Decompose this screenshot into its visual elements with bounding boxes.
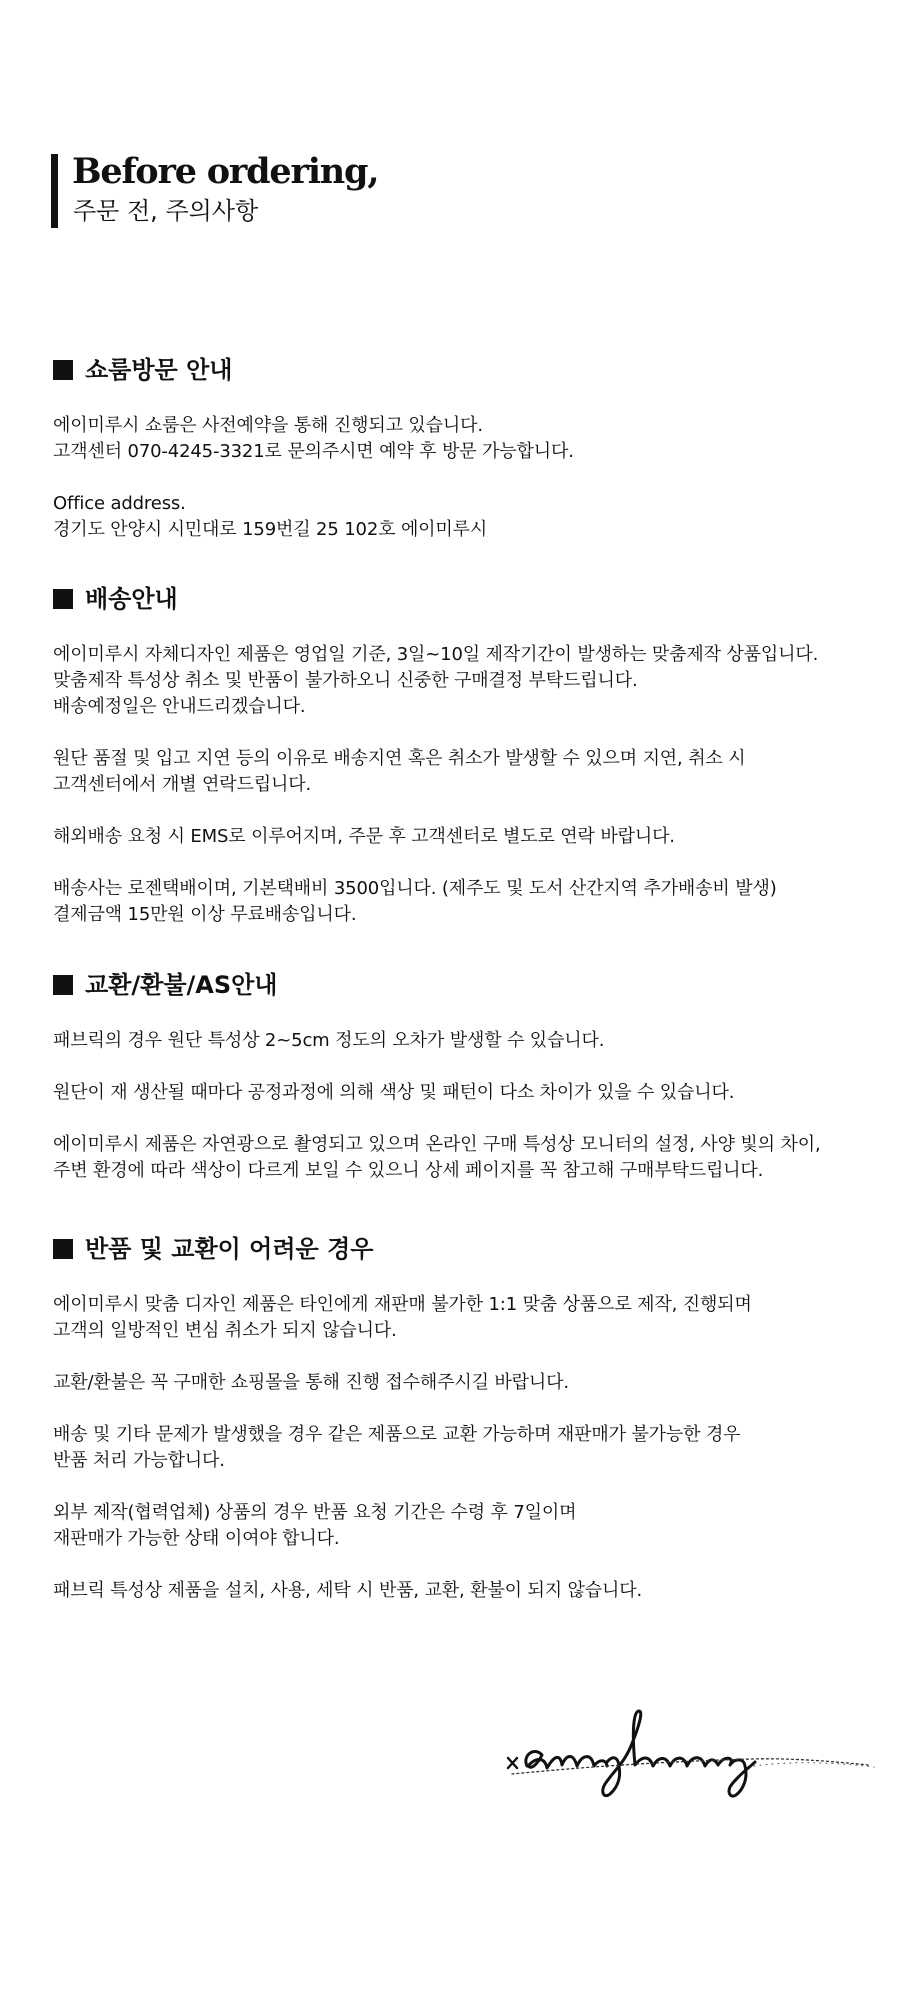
text-line: 맞춤제작 특성상 취소 및 반품이 불가하오니 신중한 구매결정 부탁드립니다.	[53, 670, 638, 691]
text-line: 에이미루시 쇼룸은 사전예약을 통해 진행되고 있습니다.	[53, 415, 483, 436]
paragraph	[53, 746, 873, 798]
paragraph	[53, 1578, 873, 1604]
paragraph	[53, 1028, 873, 1054]
paragraph	[53, 413, 873, 465]
text-line: 재판매가 가능한 상태 이여야 합니다.	[53, 1528, 340, 1549]
section-delivery-info	[53, 581, 873, 954]
text-line: 반품 처리 가능합니다.	[53, 1450, 225, 1471]
section-heading	[53, 581, 873, 617]
text-line: 에이미루시 맞춤 디자인 제품은 타인에게 재판매 불가한 1:1 맞춤 상품으로 제작, 진행되며	[53, 1294, 752, 1315]
section-body	[53, 413, 873, 543]
text-line: 교환/환불은 꼭 구매한 쇼핑몰을 통해 진행 접수해주시길 바랍니다.	[53, 1372, 569, 1393]
text-line: 패브릭의 경우 원단 특성상 2~5cm 정도의 오차가 발생할 수 있습니다.	[53, 1030, 605, 1051]
text-line: 고객의 일방적인 변심 취소가 되지 않습니다.	[53, 1320, 397, 1341]
black-square-icon	[53, 360, 73, 380]
section-body	[53, 642, 873, 928]
paragraph	[53, 1080, 873, 1106]
black-square-icon	[53, 1239, 73, 1259]
text-line: 배송예정일은 안내드리겠습니다.	[53, 696, 306, 717]
text-line: Office address.	[53, 493, 186, 514]
black-square-icon	[53, 589, 73, 609]
text-line: 해외배송 요청 시 EMS로 이루어지며, 주문 후 고객센터로 별도로 연락 바랍니다.	[53, 826, 675, 847]
text-line: 고객센터 070-4245-3321로 문의주시면 예약 후 방문 가능합니다.	[53, 441, 574, 462]
paragraph	[53, 1370, 873, 1396]
page-subtitle: 주문 전, 주의사항	[73, 197, 259, 225]
text-line: 원단 품절 및 입고 지연 등의 이유로 배송지연 혹은 취소가 발생할 수 있으며 지연, 취소 시	[53, 748, 746, 769]
text-line: 배송사는 로젠택배이며, 기본택배비 3500입니다. (제주도 및 도서 산간지역 추가배송비 발생)	[53, 878, 777, 899]
page-title: Before ordering,	[72, 151, 379, 192]
section-heading-text: 배송안내	[85, 585, 178, 613]
section-heading	[53, 967, 873, 1003]
text-line: 결제금액 15만원 이상 무료배송입니다.	[53, 904, 357, 925]
page-header	[51, 152, 551, 230]
text-line: 에이미루시 제품은 자연광으로 촬영되고 있으며 온라인 구매 특성상 모니터의 설정, 사양 빛의 차이,	[53, 1134, 821, 1155]
black-square-icon	[53, 975, 73, 995]
paragraph	[53, 876, 873, 928]
paragraph	[53, 1132, 873, 1184]
paragraph	[53, 824, 873, 850]
text-line: 외부 제작(협력업체) 상품의 경우 반품 요청 기간은 수령 후 7일이며	[53, 1502, 577, 1523]
section-body	[53, 1028, 873, 1184]
section-heading	[53, 352, 873, 388]
amylucy-signature-icon	[504, 1686, 880, 1806]
header-accent-bar	[51, 154, 58, 228]
section-showroom-visit	[53, 352, 873, 569]
text-line: 고객센터에서 개별 연락드립니다.	[53, 774, 312, 795]
paragraph	[53, 1500, 873, 1552]
paragraph	[53, 491, 873, 543]
text-line: 주변 환경에 따라 색상이 다르게 보일 수 있으니 상세 페이지를 꼭 참고해 구매부탁드립니다.	[53, 1160, 764, 1181]
text-line: 원단이 재 생산될 때마다 공정과정에 의해 색상 및 패턴이 다소 차이가 있을 수 있습니다.	[53, 1082, 735, 1103]
text-line: 에이미루시 자체디자인 제품은 영업일 기준, 3일~10일 제작기간이 발생하는 맞춤제작 상품입니다.	[53, 644, 819, 665]
section-heading-text: 쇼룸방문 안내	[85, 356, 233, 384]
section-heading-text: 반품 및 교환이 어려운 경우	[85, 1235, 374, 1263]
section-heading-text: 교환/환불/AS안내	[85, 971, 278, 999]
paragraph	[53, 1422, 873, 1474]
text-line: 패브릭 특성상 제품을 설치, 사용, 세탁 시 반품, 교환, 환불이 되지 않습니다.	[53, 1580, 643, 1601]
paragraph	[53, 642, 873, 720]
paragraph	[53, 1292, 873, 1344]
section-body	[53, 1292, 873, 1604]
section-exchange-refund-as	[53, 967, 873, 1210]
text-line: 배송 및 기타 문제가 발생했을 경우 같은 제품으로 교환 가능하며 재판매가 불가능한 경우	[53, 1424, 741, 1445]
section-heading	[53, 1231, 873, 1267]
section-return-exchange-restrictions	[53, 1231, 873, 1630]
text-line: 경기도 안양시 시민대로 159번길 25 102호 에이미루시	[53, 519, 488, 540]
